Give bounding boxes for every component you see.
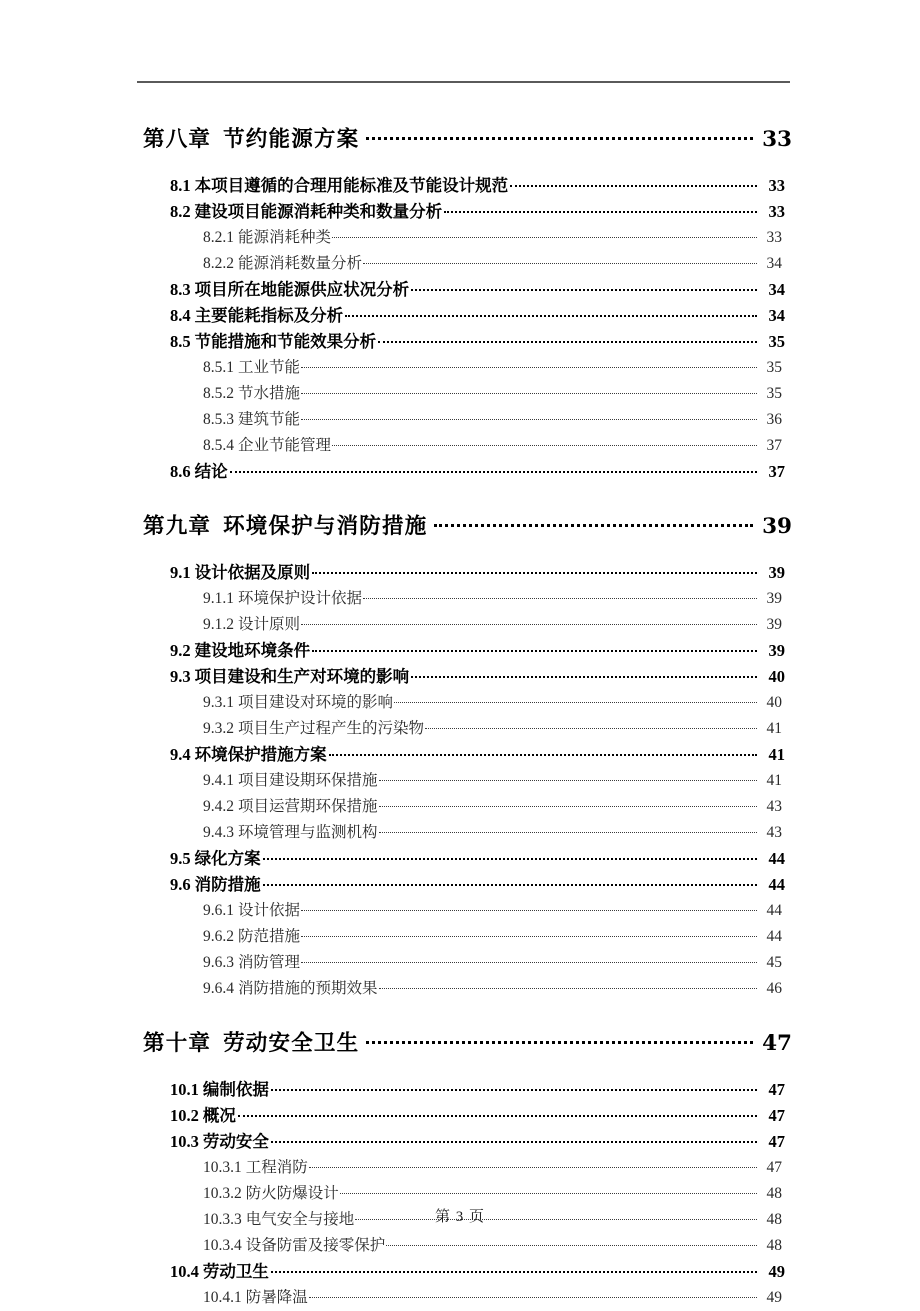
toc-entry-title: 电气安全与接地 [245,1211,355,1228]
toc-leader-dots [379,822,757,838]
toc-entry-level-2[interactable] [0,560,920,586]
toc-entry-number: 10.4.1 [203,1289,242,1306]
toc-entry-level-3[interactable] [0,950,920,976]
toc-entry-label [170,303,343,329]
toc-entry-page-number: 33 [766,229,782,246]
toc-entry-page-number: 43 [766,798,782,815]
toc-entry-label [170,560,310,586]
toc-entry-level-3[interactable] [0,1233,920,1259]
toc-entry-number: 8.4 [170,306,191,325]
toc-entry-title: 环境保护措施方案 [194,745,327,764]
toc-entry-number: 9.4.1 [203,772,234,789]
toc-entry-title: 项目建设和生产对环境的影响 [194,667,410,686]
toc-entry-level-1[interactable] [0,509,920,540]
toc-entry-level-2[interactable] [0,1259,920,1285]
toc-entry-label [170,872,261,898]
toc-entry-page-number: 40 [766,694,782,711]
toc-entry-title: 能源消耗种类 [238,229,332,246]
toc-entry-label [203,355,300,381]
toc-entry-number: 10.4 [170,1262,199,1281]
toc-entry-label [170,846,261,872]
toc-entry-number: 8.6 [170,462,191,481]
toc-entry-title: 主要能耗指标及分析 [194,306,344,325]
toc-entry-label [203,898,300,924]
toc-entry-title: 劳动安全卫生 [223,1031,360,1056]
toc-leader-dots [394,692,757,708]
toc-entry-level-3[interactable] [0,976,920,1002]
toc-entry-page-number: 40 [768,667,785,686]
toc-entry-number: 8.2 [170,202,191,221]
toc-entry-title: 环境保护设计依据 [238,590,363,607]
toc-entry-label [203,1155,308,1181]
toc-entry-level-2[interactable] [0,277,920,303]
toc-entry-label [203,1285,308,1311]
toc-entry-page-number: 33 [762,127,792,152]
toc-entry-number: 9.1 [170,563,191,582]
toc-entry-level-3[interactable] [0,1155,920,1181]
toc-entry-level-2[interactable] [0,173,920,199]
toc-entry-number: 8.2.2 [203,255,234,272]
toc-entry-number: 8.1 [170,176,191,195]
toc-entry-level-3[interactable] [0,794,920,820]
toc-entry-title: 消防措施的预期效果 [238,980,378,997]
toc-leader-dots [379,978,757,994]
toc-entry-number: 10.2 [170,1106,199,1125]
toc-entry-label [203,976,378,1002]
toc-entry-title: 消防管理 [238,954,301,971]
toc-leader-dots [345,305,757,322]
toc-entry-level-1[interactable] [0,1026,920,1057]
toc-leader-dots [510,175,757,192]
toc-leader-dots [263,848,757,865]
toc-entry-title: 环境保护与消防措施 [223,514,428,539]
toc-leader-dots [312,640,757,657]
toc-entry-number: 9.1.2 [203,616,234,633]
toc-entry-page-number: 39 [766,616,782,633]
toc-entry-title: 项目建设对环境的影响 [238,694,394,711]
toc-leader-dots [301,614,757,630]
toc-entry-number: 10.3.2 [203,1185,242,1202]
toc-entry-level-3[interactable] [0,612,920,638]
toc-entry-number: 9.1.1 [203,590,234,607]
toc-entry-title: 设计原则 [238,616,301,633]
toc-entry-number: 10.1 [170,1080,199,1099]
toc-entry-page-number: 47 [762,1031,792,1056]
toc-leader-dots [379,770,757,786]
toc-entry-number: 第八章 [143,127,212,152]
toc-entry-page-number: 46 [766,980,782,997]
toc-entry-title: 建设地环境条件 [194,641,311,660]
toc-entry-title: 项目所在地能源供应状况分析 [194,280,410,299]
toc-entry-title: 建筑节能 [238,411,301,428]
toc-leader-dots [386,1235,757,1251]
toc-entry-title: 劳动安全 [202,1132,269,1151]
toc-entry-title: 项目运营期环保措施 [238,798,378,815]
toc-entry-page-number: 35 [768,332,785,351]
toc-entry-page-number: 39 [766,590,782,607]
toc-entry-level-2[interactable] [0,303,920,329]
toc-leader-dots [230,461,757,478]
toc-entry-title: 节能措施和节能效果分析 [194,332,377,351]
toc-entry-page-number: 36 [766,411,782,428]
toc-entry-number: 9.6.3 [203,954,234,971]
toc-entry-title: 工业节能 [238,359,301,376]
toc-entry-level-1[interactable] [0,122,920,153]
toc-entry-level-2[interactable] [0,638,920,664]
toc-entry-label [170,199,442,225]
toc-entry-title: 项目生产过程产生的污染物 [238,720,425,737]
toc-entry-page-number: 35 [766,359,782,376]
toc-entry-number: 9.6 [170,875,191,894]
toc-leader-dots [329,744,757,761]
toc-entry-label [203,716,424,742]
toc-entry-label [143,1026,359,1057]
toc-entry-title: 建设项目能源消耗种类和数量分析 [194,202,443,221]
toc-entry-level-3[interactable] [0,251,920,277]
toc-entry-label [203,1233,385,1259]
toc-leader-dots [425,718,757,734]
toc-entry-number: 第九章 [143,514,212,539]
toc-leader-dots [271,1131,757,1148]
toc-entry-label [203,407,300,433]
toc-entry-number: 9.3 [170,667,191,686]
toc-entry-number: 9.2 [170,641,191,660]
toc-entry-number: 10.3.3 [203,1211,242,1228]
toc-leader-dots [332,435,757,451]
toc-entry-level-3[interactable] [0,225,920,251]
toc-entry-page-number: 33 [768,176,785,195]
toc-entry-level-3[interactable] [0,690,920,716]
toc-entry-level-3[interactable] [0,1285,920,1311]
toc-entry-page-number: 44 [766,902,782,919]
toc-entry-page-number: 48 [766,1237,782,1254]
toc-entry-title: 劳动卫生 [202,1262,269,1281]
toc-entry-page-number: 47 [768,1080,785,1099]
toc-entry-level-3[interactable] [0,381,920,407]
toc-entry-level-2[interactable] [0,1103,920,1129]
toc-entry-level-3[interactable] [0,1181,920,1207]
toc-leader-dots [379,796,757,812]
toc-entry-page-number: 39 [768,563,785,582]
toc-entry-title: 项目建设期环保措施 [238,772,378,789]
toc-leader-dots [238,1105,757,1122]
toc-entry-title: 防范措施 [238,928,301,945]
toc-entry-number: 第十章 [143,1031,212,1056]
toc-entry-level-2[interactable] [0,1129,920,1155]
toc-entry-page-number: 37 [768,462,785,481]
toc-entry-title: 本项目遵循的合理用能标准及节能设计规范 [194,176,509,195]
toc-entry-page-number: 34 [766,255,782,272]
toc-entry-label [203,768,378,794]
toc-entry-page-number: 45 [766,954,782,971]
toc-entry-page-number: 48 [766,1211,782,1228]
toc-leader-dots [309,1287,757,1303]
header-rule [137,81,790,83]
toc-entry-title: 编制依据 [202,1080,269,1099]
toc-entry-title: 绿化方案 [194,849,261,868]
toc-entry-title: 设备防雷及接零保护 [245,1237,386,1254]
toc-entry-number: 8.2.1 [203,229,234,246]
toc-entry-number: 8.3 [170,280,191,299]
toc-entry-level-3[interactable] [0,898,920,924]
toc-entry-label [203,1181,339,1207]
toc-entry-level-2[interactable] [0,1077,920,1103]
toc-entry-label [143,509,427,540]
toc-leader-dots [363,253,757,269]
toc-entry-label [170,277,409,303]
toc-entry-level-3[interactable] [0,768,920,794]
toc-entry-page-number: 34 [768,306,785,325]
toc-entry-label [203,820,378,846]
toc-entry-number: 9.4 [170,745,191,764]
toc-entry-number: 8.5.2 [203,385,234,402]
toc-entry-page-number: 35 [766,385,782,402]
toc-entry-label [170,742,327,768]
toc-entry-page-number: 44 [766,928,782,945]
toc-leader-dots [263,874,757,891]
toc-leader-dots [340,1183,757,1199]
toc-entry-label [203,794,378,820]
toc-entry-number: 9.3.2 [203,720,234,737]
toc-entry-page-number: 41 [766,772,782,789]
toc-entry-number: 8.5.3 [203,411,234,428]
toc-leader-dots [301,900,757,916]
toc-entry-label [170,1103,236,1129]
toc-entry-label [203,690,393,716]
toc-entry-title: 结论 [194,462,228,481]
toc-entry-label [143,122,359,153]
toc-leader-dots [363,588,757,604]
toc-leader-dots [366,1029,753,1051]
toc-entry-level-3[interactable] [0,924,920,950]
toc-leader-dots [301,383,757,399]
toc-leader-dots [301,409,757,425]
toc-entry-title: 防暑降温 [245,1289,308,1306]
toc-entry-page-number: 33 [768,202,785,221]
toc-entry-label [170,664,409,690]
toc-entry-page-number: 47 [768,1106,785,1125]
toc-entry-title: 能源消耗数量分析 [238,255,363,272]
toc-leader-dots [271,1261,757,1278]
toc-entry-title: 节水措施 [238,385,301,402]
toc-entry-page-number: 44 [768,875,785,894]
toc-entry-level-2[interactable] [0,664,920,690]
toc-entry-page-number: 37 [766,437,782,454]
toc-entry-level-3[interactable] [0,407,920,433]
toc-leader-dots [332,227,757,243]
toc-entry-number: 10.3.4 [203,1237,242,1254]
toc-entry-number: 8.5 [170,332,191,351]
toc-entry-label [203,251,362,277]
toc-entry-level-2[interactable] [0,846,920,872]
toc-entry-number: 9.3.1 [203,694,234,711]
toc-entry-number: 10.3 [170,1132,199,1151]
toc-entry-title: 概况 [202,1106,236,1125]
toc-entry-level-2[interactable] [0,329,920,355]
page-footer: 第 3 页 [434,1209,485,1225]
toc-entry-page-number: 49 [766,1289,782,1306]
toc-entry-number: 9.5 [170,849,191,868]
toc-entry-level-2[interactable] [0,199,920,225]
toc-entry-label [203,950,300,976]
toc-leader-dots [434,512,753,534]
toc-entry-page-number: 48 [766,1185,782,1202]
toc-entry-level-2[interactable] [0,459,920,485]
toc-entry-label [170,329,376,355]
toc-entry-label [203,586,362,612]
toc-entry-level-3[interactable] [0,355,920,381]
toc-entry-label [203,381,300,407]
toc-leader-dots [271,1079,757,1096]
toc-entry-number: 8.5.1 [203,359,234,376]
toc-entry-page-number: 44 [768,849,785,868]
toc-entry-title: 消防措施 [194,875,261,894]
toc-entry-level-3[interactable] [0,716,920,742]
toc-entry-page-number: 41 [768,745,785,764]
toc-entry-label [170,173,508,199]
table-of-contents [0,100,920,1311]
toc-entry-page-number: 34 [768,280,785,299]
toc-leader-dots [444,201,757,218]
toc-entry-level-3[interactable] [0,433,920,459]
toc-entry-label [170,1129,269,1155]
toc-entry-title: 设计依据及原则 [194,563,311,582]
toc-entry-title: 设计依据 [238,902,301,919]
toc-entry-label [170,1077,269,1103]
toc-entry-number: 9.6.2 [203,928,234,945]
toc-leader-dots [309,1157,757,1173]
toc-entry-title: 工程消防 [245,1159,308,1176]
toc-entry-label [203,433,331,459]
toc-entry-page-number: 49 [768,1262,785,1281]
toc-entry-page-number: 47 [768,1132,785,1151]
toc-leader-dots [301,926,757,942]
toc-entry-title: 环境管理与监测机构 [238,824,378,841]
toc-leader-dots [378,331,757,348]
toc-entry-number: 9.4.3 [203,824,234,841]
toc-entry-label [203,225,331,251]
toc-entry-number: 9.6.1 [203,902,234,919]
toc-leader-dots [366,125,753,147]
toc-entry-number: 9.4.2 [203,798,234,815]
toc-leader-dots [312,562,757,579]
toc-entry-page-number: 41 [766,720,782,737]
toc-entry-level-3[interactable] [0,820,920,846]
toc-entry-label [170,459,228,485]
toc-entry-label [170,638,310,664]
toc-entry-label [170,1259,269,1285]
toc-leader-dots [301,357,757,373]
toc-entry-level-3[interactable] [0,586,920,612]
toc-leader-dots [301,952,757,968]
toc-entry-number: 10.3.1 [203,1159,242,1176]
toc-entry-page-number: 39 [762,514,792,539]
toc-leader-dots [411,666,757,683]
toc-entry-title: 防火防爆设计 [245,1185,339,1202]
toc-entry-page-number: 39 [768,641,785,660]
toc-entry-title: 节约能源方案 [223,127,360,152]
toc-entry-level-2[interactable] [0,742,920,768]
toc-entry-label [203,612,300,638]
toc-entry-number: 9.6.4 [203,980,234,997]
toc-entry-label [203,924,300,950]
toc-entry-page-number: 43 [766,824,782,841]
toc-entry-title: 企业节能管理 [238,437,332,454]
toc-entry-page-number: 47 [766,1159,782,1176]
toc-leader-dots [411,279,757,296]
toc-entry-number: 8.5.4 [203,437,234,454]
toc-entry-level-2[interactable] [0,872,920,898]
